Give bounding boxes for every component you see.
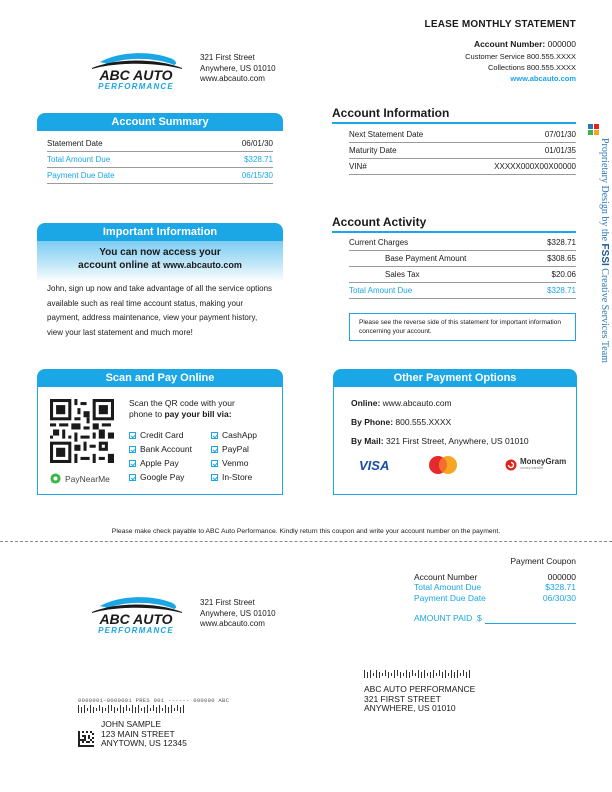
moneygram-logo-icon: MoneyGram money transfer [505, 459, 566, 471]
payment-coupon [414, 556, 576, 624]
fssi-logo-icon [588, 124, 599, 135]
account-summary-panel [37, 113, 283, 184]
company-address [200, 53, 276, 85]
coupon-company-address: 321 First Street Anywhere, US 01010 www.abcauto.com [200, 598, 276, 628]
qr-code-icon[interactable] [50, 399, 114, 463]
online-access-link[interactable]: www.abcauto.com [163, 260, 242, 270]
summary-row-statement-date: Statement Date 06/01/30 [47, 136, 273, 152]
info-row-maturity: Maturity Date 01/01/35 [349, 143, 576, 159]
datamatrix-code-icon [78, 731, 94, 747]
option-online: Online: www.abcauto.com [351, 398, 452, 408]
account-summary-title: Account Summary [37, 113, 283, 131]
visa-logo-icon: VISA [359, 457, 390, 473]
amount-paid-field: AMOUNT PAID $ [414, 613, 576, 624]
checkbox-checked-icon [211, 460, 218, 467]
checkbox-checked-icon [129, 474, 136, 481]
customer-service: Customer Service 800.555.XXXX [465, 52, 576, 61]
method-paypal: PayPal [211, 443, 281, 455]
summary-row-due-date: Payment Due Date 06/15/30 [47, 168, 273, 184]
method-credit-card: Credit Card [129, 429, 211, 441]
important-information-body: John, sign up now and take advantage of all the service options available such as real time account status, making your payment, address maintenance, view your payment history, view your last statement and much more! [47, 284, 273, 337]
coupon-title: Payment Coupon [510, 556, 576, 566]
account-activity-title: Account Activity [332, 215, 427, 229]
method-google-pay: Google Pay [129, 471, 211, 483]
payment-logos [351, 455, 576, 475]
checkbox-checked-icon [211, 474, 218, 481]
car-logo-icon [78, 48, 194, 90]
checkbox-checked-icon [211, 432, 218, 439]
important-information-panel [37, 223, 283, 340]
scan-and-pay-title: Scan and Pay Online [37, 369, 283, 387]
option-mail: By Mail: 321 First Street, Anywhere, US 01010 [351, 436, 529, 446]
remit-city: ANYWHERE, US 01010 [364, 703, 456, 713]
payment-methods-list [129, 429, 281, 483]
coupon-company-logo [78, 592, 194, 636]
checkbox-checked-icon [129, 446, 136, 453]
paynearme-icon [50, 473, 61, 484]
summary-row-total-due: Total Amount Due $328.71 [47, 152, 273, 168]
activity-row-base-payment: Base Payment Amount $308.65 [349, 251, 576, 267]
coupon-total-due: Total Amount Due $328.71 [414, 582, 576, 592]
other-payment-options-title: Other Payment Options [333, 369, 577, 387]
collections: Collections 800.555.XXXX [488, 63, 576, 72]
remit-name: ABC AUTO PERFORMANCE [364, 684, 476, 694]
method-apple-pay: Apple Pay [129, 457, 211, 469]
checkbox-checked-icon [211, 446, 218, 453]
coupon-instruction: Please make check payable to ABC Auto Performance. Kindly return this coupon and write your account number on the payment. [111, 528, 501, 535]
recipient-name: JOHN SAMPLE [101, 719, 161, 729]
svg-text:PERFORMANCE: PERFORMANCE [98, 626, 174, 634]
activity-row-sales-tax: Sales Tax $20.06 [349, 267, 576, 283]
checkbox-checked-icon [129, 460, 136, 467]
option-online-link[interactable]: www.abcauto.com [382, 398, 452, 408]
design-credit: Proprietary Design by the FSSI Creative Services Team [599, 138, 610, 363]
important-information-title: Important Information [37, 223, 283, 241]
scan-instructions: Scan the QR code with your phone to pay your bill via: [129, 398, 235, 419]
method-venmo: Venmo [211, 457, 281, 469]
remit-barcode-icon [364, 670, 472, 678]
option-phone: By Phone: 800.555.XXXX [351, 417, 452, 427]
online-access-headline: You can now access your account online at www.abcauto.com [37, 241, 283, 282]
statement-title: LEASE MONTHLY STATEMENT [424, 19, 576, 30]
info-row-vin: VIN# XXXXX000X00X00000 [349, 159, 576, 175]
company-logo [78, 48, 194, 92]
info-row-next-statement: Next Statement Date 07/01/30 [349, 127, 576, 143]
activity-row-current-charges: Current Charges $328.71 [349, 235, 576, 251]
account-number: Account Number: 000000 [473, 39, 576, 49]
svg-text:PERFORMANCE: PERFORMANCE [98, 82, 174, 90]
coupon-due-date: Payment Due Date 06/30/30 [414, 592, 576, 603]
company-website: www.abcauto.com [200, 74, 265, 83]
car-logo-icon [78, 592, 194, 634]
amount-paid-input[interactable] [485, 615, 576, 624]
method-in-store: In-Store [211, 471, 281, 483]
recipient-street: 123 MAIN STREET [101, 728, 175, 739]
method-cashapp: CashApp [211, 429, 281, 441]
tear-line [0, 541, 612, 542]
header-website-link[interactable]: www.abcauto.com [510, 74, 576, 83]
reverse-side-notice: Please see the reverse side of this statement for important information concerning your account. [349, 313, 576, 341]
account-information-title: Account Information [332, 106, 450, 120]
other-payment-options-panel [333, 369, 577, 495]
svg-text:ABC AUTO: ABC AUTO [99, 611, 173, 627]
company-city: Anywhere, US 01010 [200, 63, 276, 73]
scanline: 0000001-0000001 PRES 001 ------ 000000 ABC [78, 697, 230, 704]
company-street: 321 First Street [200, 53, 255, 62]
remit-address [364, 685, 475, 714]
mastercard-logo-icon [427, 455, 459, 475]
header-contact [465, 39, 576, 84]
account-activity-section [332, 215, 576, 341]
paynearme-brand: PayNearMe [50, 473, 110, 484]
scan-and-pay-panel [37, 369, 283, 495]
recipient-city: ANYTOWN, US 12345 [101, 738, 187, 748]
method-bank-account: Bank Account [129, 443, 211, 455]
account-information-section [332, 106, 576, 175]
recipient-address [101, 720, 187, 749]
activity-row-total-due: Total Amount Due $328.71 [349, 283, 576, 299]
coupon-account-number: Account Number 000000 [414, 571, 576, 582]
svg-text:ABC AUTO: ABC AUTO [99, 67, 173, 83]
moneygram-mark-icon [505, 459, 517, 471]
checkbox-checked-icon [129, 432, 136, 439]
remit-street: 321 FIRST STREET [364, 693, 441, 704]
postal-barcode-icon [78, 705, 186, 713]
